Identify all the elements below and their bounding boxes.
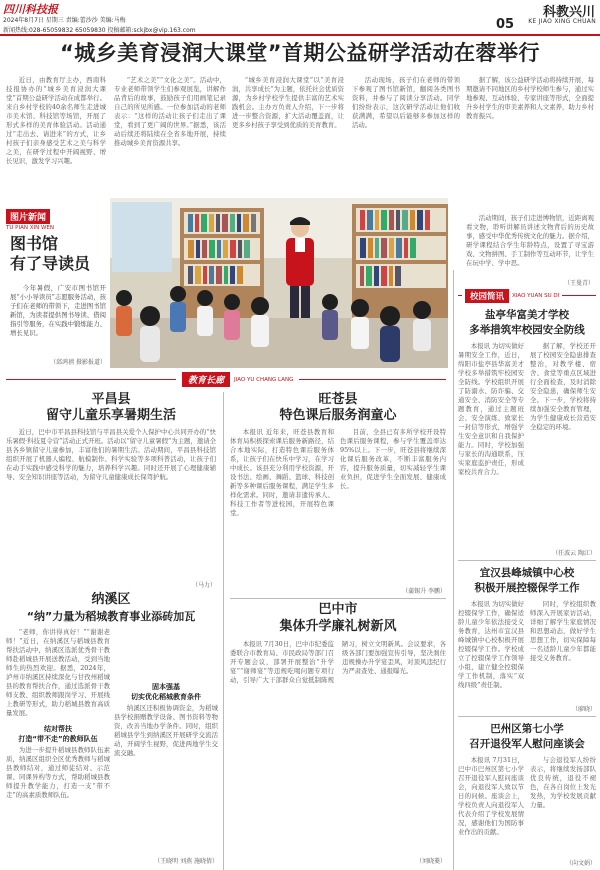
photo-news-tag-pinyin: TU PIAN XIN WEN	[6, 225, 54, 231]
wangcang-title-line2: 特色课后服务润童心	[279, 408, 397, 423]
lead-article-col1: 近日，由教育厅主办，西南科技报协办的“城乡美育浸润大课堂”首期公益研学活动在成都举行。来自乡村学校的40余名师生走进城市美术馆、科技馆等场馆，开展了形式多样的美育体验活动。活动通过“走出去、请进来”的方式，让乡村孩子们亲身感受艺术之美与科学之美，在研学过程中开阔视野、增长见识，激发学习兴趣。	[6, 76, 106, 165]
bazhong-body: 本报讯 7月30日，巴中市纪委监委联合市教育局、市民政局等部门召开专题会议，部署开展整治“升学宴”“谢师宴”等违规吃喝问题专项行动，引导广大干部群众自觉抵制陈规陋习，树立文明新风。会议要求，各级各部门要加强宣传引导，坚决刹住违规操办升学宴歪风，对顶风违纪行为严肃查处、通报曝光。	[230, 640, 446, 684]
xiaoyuan-banner-pinyin: XIAO YUAN SU DI	[512, 292, 560, 299]
lead-article-col4: 活动现场，孩子们在老师的带领下参观了图书馆新馆，翻阅各类图书资料，并参与了阅读分享活动。同学们纷纷表示，这次研学活动让他们收获满满，希望以后能够多参加这样的活动。	[352, 76, 460, 129]
jiaoyu-banner-label: 教育长廊	[182, 372, 230, 387]
divider-v1	[223, 392, 224, 870]
wangcang-body: 本报讯 近年来，旺苍县教育和体育局积极探索课后服务新路径，结合本地实际，打造特色课后服务体系，让孩子们在快乐中学习，在学习中成长。该县充分利用学校资源，开设书法、绘画、舞蹈、篮球、科技创新等多种课后服务课程，满足学生多样化需求。同时，邀请非遗传承人、科技工作者等进校园，开展特色课堂。	[230, 428, 334, 517]
lead-article-col3: “城乡美育浸润大课堂”以“美育浸润，共享成长”为主题，依托社会优质资源，为乡村学校学生提供丰富的艺术实践机会。主办方负责人介绍，下一步将进一步整合资源，扩大活动覆盖面，让更多乡村孩子享受到优质的美育教育。	[232, 76, 344, 129]
yanting-credit: （任波云 陶江）	[552, 550, 596, 557]
section-pinyin: KE JIAO XING CHUAN	[528, 18, 596, 25]
xiaoyuan-banner-label-box	[462, 288, 562, 303]
naxi-credit: （王晓明 刘燕 施晓倩）	[154, 858, 218, 865]
date-line: 2024年8月7日 星期三 责编:蕾沙沙 美编:马梅	[3, 17, 126, 24]
pingchang-title-line2: 留守儿童乐享暑期生活	[45, 408, 176, 423]
pingchang-title-line1: 平昌县	[91, 392, 131, 407]
naxi-title-line1: 纳溪区	[91, 592, 131, 607]
yihan-title-line2: 积极开展控辍保学工作	[474, 582, 580, 594]
wangcang-title-line1: 旺苍县	[318, 392, 358, 407]
divider-v-right	[453, 270, 454, 870]
photo-news-tag	[6, 205, 102, 231]
yanting-body-col2: 据了解，学校还开展了校园安全隐患排查整治，对教学楼、宿舍、食堂等重点区域进行全面检查，及时消除安全隐患，确保师生安全。下一步，学校将持续加强安全教育管理，为学生健康成长营造安全稳定的环境。	[530, 342, 596, 431]
photo-news-tag-label: 图片新闻	[6, 209, 50, 224]
yanting-body: 本报讯 为切实做好暑期安全工作，近日，绵阳市盐亭县华富美才学校多举措筑牢校园安全防线。学校组织开展了防溺水、防诈骗、交通安全、消防安全等专题教育，通过主题班会、安全演练、致家长一封信等形式，增强学生安全意识和自我保护能力。同时，学校加强与家长的沟通联系，压实家庭监护责任，形成家校共育合力。	[458, 342, 524, 476]
naxi-sub2-title: 固本强基 切实优化稻城教育条件	[131, 683, 201, 701]
xiaoyuan-banner	[458, 288, 596, 304]
pingchang-body: 近日，巴中市平昌县科技馆与平昌县关爱个人保护中心共同开办的“快乐暑假·科技夏令营”活动正式开班。活动以“留守儿童暑假”为主题，邀请全县各乡镇留守儿童参加，丰富他们的暑期生活。活动期间，平昌县科技馆组织开展了机器人编程、航模制作、科学实验等多项科普活动，让孩子们在动手实践中感受科学的魅力，培养科学兴趣。同时还开展了心理健康辅导、安全知识讲座等活动，为留守儿童健康成长保驾护航。	[6, 428, 216, 481]
lead-article-col5: 据了解，该公益研学活动将持续开展，每期邀请不同地区的乡村学校师生参与，通过实地参观、互动体验、专家讲座等形式，全面提升乡村学生的审美素养和人文素养，助力乡村教育振兴。	[466, 76, 594, 120]
masthead	[0, 0, 600, 36]
bazhou-title-line1: 巴州区第七小学	[490, 723, 564, 735]
jiaoyu-banner-label-box	[176, 372, 299, 387]
divider-h-r2	[458, 716, 596, 717]
jiaoyu-banner-pinyin: JIAO YU CHANG LANG	[234, 376, 294, 383]
wangcang-credit: （蒲锡升 李鹏）	[402, 588, 446, 595]
page-number: 05	[496, 17, 515, 32]
bazhou-body: 本报讯 7月31日，巴中市巴州区第七小学召开退役军人慰问座谈会，向退役军人致以节日的问候。座谈会上，学校负责人向退役军人代表介绍了学校发展情况，感谢他们为国防事业作出的贡献。	[458, 756, 524, 836]
xiaoyuan-banner-label: 校园简讯	[465, 289, 509, 303]
naxi-title-line2: “纳”力量为稻城教育事业添砖加瓦	[26, 610, 196, 623]
right-top-credit: （王曼青）	[563, 280, 594, 287]
paper-name-logo: 四川科技报	[3, 3, 58, 16]
naxi-sub2-body: 纳溪区还积极协调资金，为稻城县学校捐赠教学设备、图书资料等物资，改善当地办学条件。同时，组织稻城县学生到纳溪区开展研学交流活动，开阔学生视野，促进两地学生交流交融。	[114, 704, 218, 757]
yihan-body: 本报讯 为切实做好控辍保学工作，确保适龄儿童少年依法接受义务教育，达州市宜汉县峰城镇中心校积极开展控辍保学工作。学校成立了控辍保学工作领导小组，建立健全控辍保学工作机制，落实“双线四级”责任制。	[458, 600, 524, 689]
yanting-title-line1: 盐亭华富美才学校	[485, 309, 569, 321]
naxi-sub1-title: 结对帮扶 打造“带不走”的教师队伍	[18, 725, 98, 743]
naxi-sub1-body: 为进一步提升稻城县教师队伍素质，纳溪区组织全区优秀教师与稻城县教师结对，通过师徒结对、示范课、同课异构等方式，帮助稻城县教师提升教学能力，打造一支“带不走”的高素质教师队伍。	[6, 746, 110, 799]
wangcang-body-col2: 目前，全县已有多所学校开设特色课后服务课程，参与学生覆盖率达95%以上。下一步，旺苍县将继续深化课后服务改革，不断丰富服务内容，提升服务质量，切实减轻学生课业负担，促进学生全面发展、健康成长。	[340, 428, 446, 490]
section-title: 科教兴川	[542, 5, 595, 20]
photo-credit: （邱鸿禧 摄影报道）	[50, 359, 106, 366]
bazhong-credit: （刘晓菱）	[415, 858, 446, 865]
yanting-title-line2: 多举措筑牢校园安全防线	[469, 324, 585, 336]
divider-h-r1	[458, 560, 596, 561]
pingchang-credit: （马力）	[191, 582, 216, 589]
photo-caption-title: 图书馆 有了导读员	[10, 234, 91, 273]
main-headline: “城乡美育浸润大课堂”首期公益研学活动在蓉举行	[59, 41, 541, 65]
bazhou-title-line2: 召开退役军人慰问座谈会	[469, 738, 585, 750]
right-top-col-b: 活动期间，孩子们走进博物馆，近距离观看文物，聆听讲解员讲述文物背后的历史故事，感受中华优秀传统文化的魅力。据介绍，研学课程结合学生年龄特点，设置了寻宝游戏、文物拼图、手工制作等互动环节，让学生在玩中学、学中思。	[466, 214, 594, 267]
divider-h-mid	[230, 598, 446, 599]
jiaoyu-banner	[6, 372, 446, 388]
photo-caption-text: 今年暑假，广安市图书馆开展“小小导读员”志愿服务活动，孩子们在老师的带领下，走进图书馆新馆，为读者提供图书导读、借阅指引等服务，在实践中锻炼能力、增长见识。	[10, 284, 107, 337]
bazhou-body-col2: 与会退役军人纷纷表示，将继续发扬部队优良传统，退役不褪色，在各自岗位上发光发热，为学校发展贡献力量。	[530, 756, 596, 809]
naxi-body: “老师，你讲得真好！”“谢谢老师！”近日，在纳溪区与稻城县教育帮扶活动中，纳溪区选派优秀骨干教师赴稻城县开展送教活动，受到当地师生的热烈欢迎。据悉，2024年，泸州市纳溪区持续深化与甘孜州稻城县的教育帮扶合作，通过选派骨干教师支教、组织教师跟岗学习、开展线上教研等形式，助力稻城县教育高质量发展。	[6, 628, 110, 717]
bazhong-title-line1: 巴中市	[318, 602, 358, 617]
library-photo	[110, 198, 448, 368]
lead-article-col2: “艺术之美”“文化之美”。活动中，专业老师带领学生们参观展览，讲解作品背后的故事，鼓励孩子们用画笔记录自己的所见所感。一位参加活动的老师表示：“这样的活动让孩子们走出了课堂，看到了更广阔的世界。”据悉，该活动后续还将陆续在全省多地开展，持续推动城乡美育资源共享。	[114, 76, 226, 147]
contact-line: 新闻热线:028-65059832 65059830 投稿邮箱:sckjbx@vip.163.com	[3, 27, 196, 34]
yihan-body-col2: 同时，学校组织教师深入开展家访活动，详细了解学生家庭情况和思想动态，做好学生思想工作，切实保障每一名适龄儿童少年都能接受义务教育。	[530, 600, 596, 662]
yihan-title-line1: 宜汉县峰城镇中心校	[479, 567, 575, 579]
bazhou-credit: （向文娟）	[565, 860, 596, 867]
bazhong-title-line2: 集体升学廉礼树新风	[279, 619, 397, 634]
masthead-rule	[0, 34, 600, 36]
yihan-credit: （廖晓）	[571, 706, 596, 713]
